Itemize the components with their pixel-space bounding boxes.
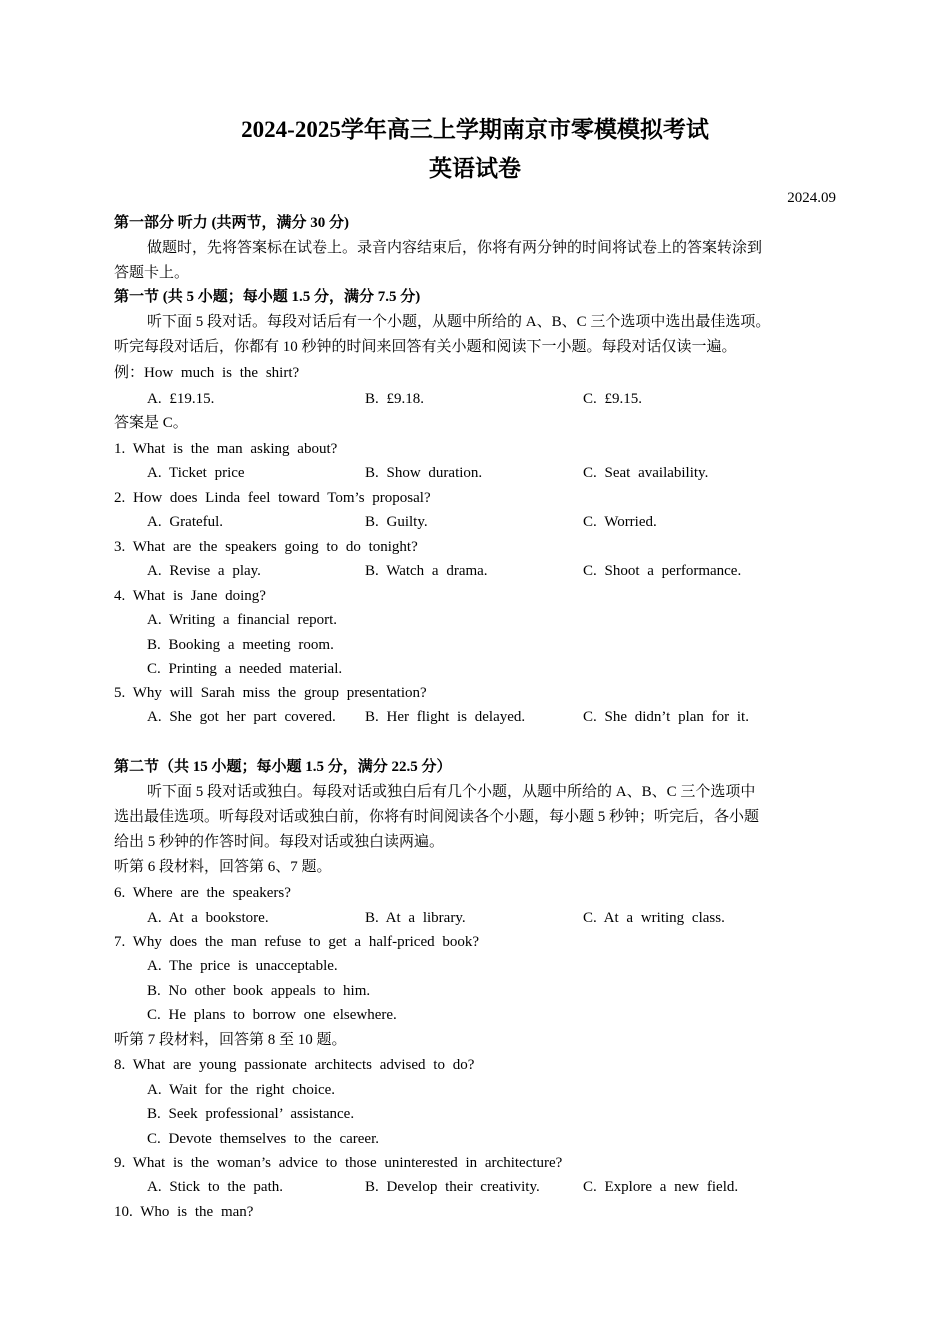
question-9-option-b: B. Develop their creativity. — [365, 1179, 540, 1195]
question-7-option-a: A. The price is unacceptable. — [147, 958, 338, 974]
part1-intro-line2: 答题卡上。 — [114, 265, 190, 281]
question-9-option-c: C. Explore a new field. — [583, 1179, 739, 1195]
question-1-option-a: A. Ticket price — [147, 465, 245, 481]
question-7: 7. Why does the man refuse to get a half-priced book? — [114, 934, 480, 950]
question-3-option-a: A. Revise a play. — [147, 563, 261, 579]
section2-heading: 第二节（共 15 小题；每小题 1.5 分，满分 22.5 分） — [114, 759, 452, 775]
question-3-option-c: C. Shoot a performance. — [583, 563, 742, 579]
section1-heading: 第一节 (共 5 小题；每小题 1.5 分，满分 7.5 分) — [114, 289, 421, 305]
question-4-option-a: A. Writing a financial report. — [147, 612, 338, 628]
question-4-option-b: B. Booking a meeting room. — [147, 637, 334, 653]
question-9-option-a: A. Stick to the path. — [147, 1179, 283, 1195]
question-4-option-c: C. Printing a needed material. — [147, 661, 343, 677]
question-5-option-c: C. She didn’t plan for it. — [583, 709, 749, 725]
question-5-option-b: B. Her flight is delayed. — [365, 709, 526, 725]
question-2-option-c: C. Worried. — [583, 514, 657, 530]
section1-instr-line2: 听完每段对话后，你都有 10 秒钟的时间来回答有关小题和阅读下一小题。每段对话仅读一遍。 — [114, 339, 737, 355]
exam-title: 2024-2025学年高三上学期南京市零模模拟考试 — [241, 117, 709, 142]
section1-instr-line1: 听下面 5 段对话。每段对话后有一个小题，从题中所给的 A、B、C 三个选项中选出最佳选项。 — [147, 314, 771, 330]
question-1-option-b: B. Show duration. — [365, 465, 483, 481]
question-1-option-c: C. Seat availability. — [583, 465, 709, 481]
part1-heading: 第一部分 听力 (共两节，满分 30 分) — [114, 215, 349, 231]
section2-instr-line3: 给出 5 秒钟的作答时间。每段对话或独白读两遍。 — [114, 834, 445, 850]
section2-instr-line2: 选出最佳选项。听每段对话或独白前，你将有时间阅读各个小题，每小题 5 秒钟；听完后，各小题 — [114, 809, 760, 825]
question-6-option-c: C. At a writing class. — [583, 910, 725, 926]
example-answer: 答案是 C。 — [114, 415, 188, 431]
example-question: 例：How much is the shirt? — [114, 365, 300, 381]
example-option-b: B. £9.18. — [365, 391, 425, 407]
question-8-option-b: B. Seek professional’ assistance. — [147, 1106, 355, 1122]
question-5-option-a: A. She got her part covered. — [147, 709, 336, 725]
question-3: 3. What are the speakers going to do tonight? — [114, 539, 418, 555]
question-4: 4. What is Jane doing? — [114, 588, 266, 604]
question-6-option-b: B. At a library. — [365, 910, 466, 926]
exam-subtitle: 英语试卷 — [429, 156, 521, 181]
exam-date: 2024.09 — [787, 190, 836, 206]
part1-intro-line1: 做题时，先将答案标在试卷上。录音内容结束后，你将有两分钟的时间将试卷上的答案转涂到 — [147, 240, 763, 256]
question-10: 10. Who is the man? — [114, 1204, 254, 1220]
material-7-instruction: 听第 7 段材料，回答第 8 至 10 题。 — [114, 1032, 347, 1048]
example-option-a: A. £19.15. — [147, 391, 215, 407]
question-6-option-a: A. At a bookstore. — [147, 910, 269, 926]
question-6: 6. Where are the speakers? — [114, 885, 291, 901]
question-8-option-c: C. Devote themselves to the career. — [147, 1131, 380, 1147]
question-2-option-a: A. Grateful. — [147, 514, 224, 530]
question-5: 5. Why will Sarah miss the group presentation? — [114, 685, 427, 701]
question-2-option-b: B. Guilty. — [365, 514, 428, 530]
question-7-option-b: B. No other book appeals to him. — [147, 983, 371, 999]
question-8-option-a: A. Wait for the right choice. — [147, 1082, 336, 1098]
question-7-option-c: C. He plans to borrow one elsewhere. — [147, 1007, 397, 1023]
example-option-c: C. £9.15. — [583, 391, 643, 407]
question-3-option-b: B. Watch a drama. — [365, 563, 488, 579]
question-1: 1. What is the man asking about? — [114, 441, 338, 457]
question-2: 2. How does Linda feel toward Tom’s proposal? — [114, 490, 431, 506]
question-9: 9. What is the woman’s advice to those uninterested in architecture? — [114, 1155, 563, 1171]
question-8: 8. What are young passionate architects advised to do? — [114, 1057, 475, 1073]
section2-instr-line1: 听下面 5 段对话或独白。每段对话或独白后有几个小题，从题中所给的 A、B、C 三个选项中 — [147, 784, 756, 800]
material-6-instruction: 听第 6 段材料，回答第 6、7 题。 — [114, 859, 332, 875]
